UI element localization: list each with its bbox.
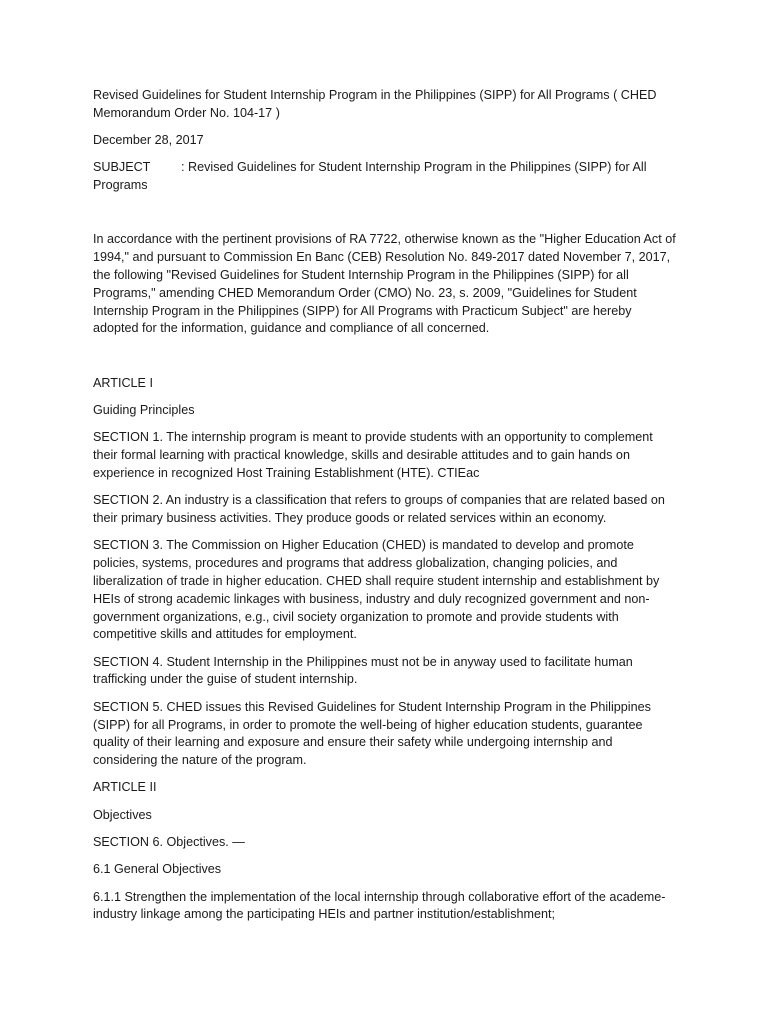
preamble-paragraph: In accordance with the pertinent provisions of RA 7722, otherwise known as the "Higher Education Act of 1994," and pursuant to Commission En Banc (CEB) Resolution No. 849-2017 dated November 7, 2017, the following "Revised Guidelines for Student Internship Program in the Philippines (SIPP) for all Programs," amending CHED Memorandum Order (CMO) No. 23, s. 2009, "Guidelines for Student Internship Program in the Philippines (SIPP) for All Programs with Practicum Subject" are hereby adopted for the information, guidance and compliance of all concerned. xyxy=(93,232,676,336)
subsection-6-1-heading: 6.1 General Objectives xyxy=(93,862,222,877)
spacer xyxy=(93,204,678,231)
document-date: December 28, 2017 xyxy=(93,133,204,148)
subject-text: : Revised Guidelines for Student Internship Program in the Philippines (SIPP) for All Programs xyxy=(93,160,647,193)
section-3-paragraph: SECTION 3. The Commission on Higher Education (CHED) is mandated to develop and promote policies, systems, procedures and programs that address globalization, changing policies, and liberalization of trade in higher education. CHED shall require student internship and establishment by HEIs of strong academic linkages with business, industry and duly recognized government and non-government organizations, e.g., civil society organization to promote and provide students with competitive skills and attitudes for employment. xyxy=(93,538,660,642)
document-title: Revised Guidelines for Student Internship Program in the Philippines (SIPP) for All Programs ( CHED Memorandum Order No. 104-17 ) xyxy=(93,88,657,120)
subject-line xyxy=(93,159,678,195)
section-4-paragraph: SECTION 4. Student Internship in the Philippines must not be in anyway used to facilitate human trafficking under the guise of student internship. xyxy=(93,654,633,687)
article-2-heading: ARTICLE II xyxy=(93,780,157,795)
section-5-paragraph: SECTION 5. CHED issues this Revised Guidelines for Student Internship Program in the Philippines (SIPP) for all Programs, in order to promote the well-being of higher education students, guarantee quality of their learning and exposure and ensure their safety while undergoing internship and considering the nature of the program. xyxy=(93,699,651,768)
section-6-heading: SECTION 6. Objectives. — xyxy=(93,835,245,849)
document-page xyxy=(93,87,678,934)
subject-label: SUBJECT xyxy=(93,160,151,175)
spacer xyxy=(93,348,678,375)
subsection-6-1-1-paragraph: 6.1.1 Strengthen the implementation of the local internship through collaborative effort of the academe-industry linkage among the participating HEIs and partner institution/establishment; xyxy=(93,889,666,922)
section-1-paragraph: SECTION 1. The internship program is meant to provide students with an opportunity to complement their formal learning with practical knowledge, skills and desirable attitudes and to gain hands on experience in recognized Host Training Establishment (HTE). CTIEac xyxy=(93,430,653,480)
article-2-title: Objectives xyxy=(93,807,152,822)
section-2-paragraph: SECTION 2. An industry is a classification that refers to groups of companies that are related based on their primary business activities. They produce goods or related services within an economy. xyxy=(93,493,665,526)
article-1-heading: ARTICLE I xyxy=(93,375,153,390)
article-1-title: Guiding Principles xyxy=(93,403,195,418)
